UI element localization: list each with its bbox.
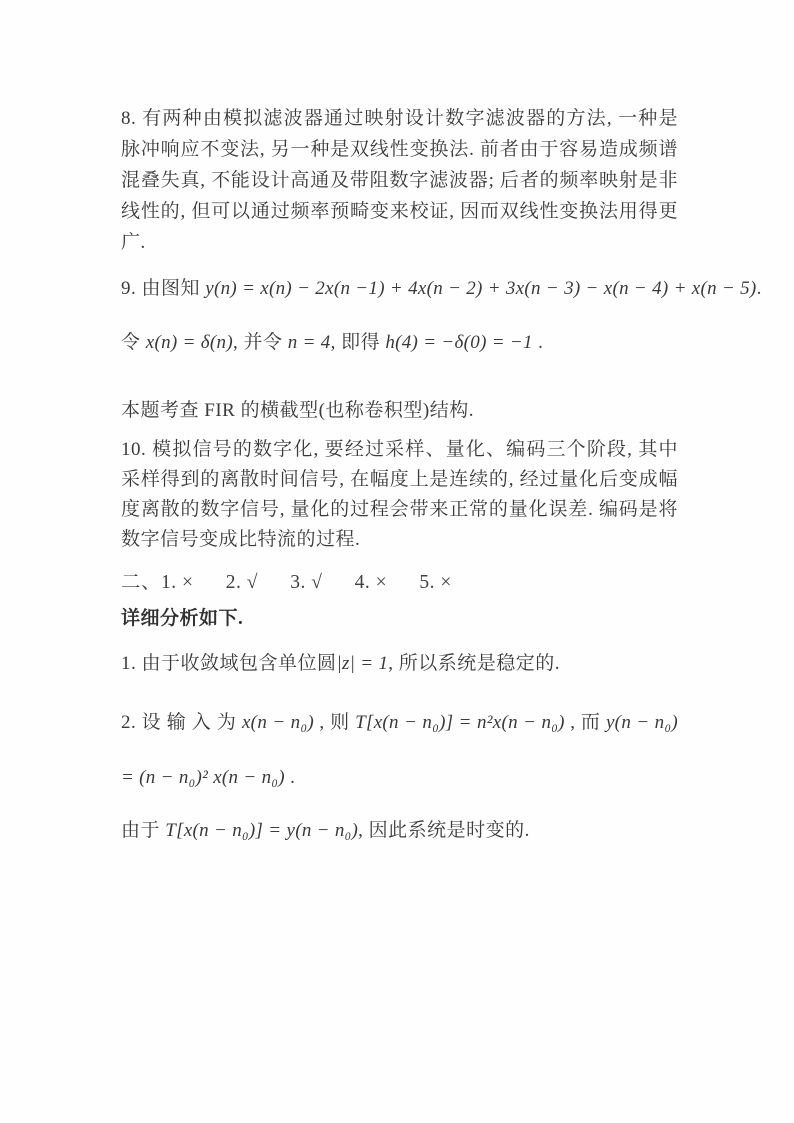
text-segment: , 而 bbox=[564, 712, 606, 733]
solution-q9-step-line bbox=[121, 326, 678, 360]
text-segment: 2. 设 输 入 为 bbox=[121, 712, 242, 733]
text-segment: , 所以系统是稳定的. bbox=[388, 653, 561, 674]
detail-item-3 bbox=[121, 814, 678, 848]
text-segment: 9. 由图知 bbox=[121, 278, 206, 299]
text-segment: . bbox=[532, 332, 544, 353]
math-formula: n = 4 bbox=[287, 332, 331, 353]
math-formula: y(n) = x(n) − 2x(n −1) + 4x(n − 2) + 3x(n − 3) − x(n − 4) + x(n − 5) bbox=[205, 278, 757, 299]
detail-item-2-line2 bbox=[121, 761, 678, 795]
text-segment: 令 bbox=[121, 332, 146, 353]
text-segment: , 则 bbox=[314, 712, 356, 733]
text-segment: 1. 由于收敛域包含单位圆 bbox=[121, 653, 337, 674]
solution-q9-note: 本题考查 FIR 的横截型(也称卷积型)结构. bbox=[121, 400, 474, 421]
text-segment: . bbox=[284, 767, 296, 788]
solution-q10-paragraph: 10. 模拟信号的数字化, 要经过采样、量化、编码三个阶段, 其中采样得到的离散时间信号, 在幅度上是连续的, 经过量化后变成幅度离散的数字信号, 量化的过程会带来正常的量化误差. 编码是将数字信号变成比特流的过程. bbox=[121, 439, 678, 550]
detail-item-1 bbox=[121, 648, 678, 680]
math-formula: |z| = 1 bbox=[336, 653, 389, 674]
document-content bbox=[121, 0, 762, 848]
solution-q8-paragraph: 8. 有两种由模拟滤波器通过映射设计数字滤波器的方法, 一种是脉冲响应不变法, 另一种是双线性变换法. 前者由于容易造成频谱混叠失真, 不能设计高通及带阻数字滤波器; 后者的频率映射是非线性的, 但可以通过频率预畸变来校证, 因而双线性变换法用得更广. bbox=[121, 108, 678, 253]
math-formula: = (n − n₀)² x(n − n₀) bbox=[121, 767, 285, 788]
math-formula: T[x(n − n₀)] = n²x(n − n₀) bbox=[355, 712, 565, 733]
text-segment: , 并令 bbox=[232, 332, 288, 353]
text-segment: 由于 bbox=[121, 820, 166, 841]
detail-item-2-line1 bbox=[121, 706, 678, 740]
text-segment: . bbox=[756, 278, 762, 299]
solution-q9-formula-line bbox=[121, 272, 762, 306]
math-formula: x(n) = δ(n) bbox=[145, 332, 233, 353]
section2-answers-line: 二、1. × 2. √ 3. √ 4. × 5. × bbox=[121, 572, 452, 593]
text-segment: , 因此系统是时变的. bbox=[358, 820, 530, 841]
text-segment: , 即得 bbox=[330, 332, 386, 353]
math-formula: T[x(n − n₀)] = y(n − n₀) bbox=[165, 820, 359, 841]
math-formula: x(n − n₀) bbox=[241, 712, 314, 733]
math-formula: y(n − n₀) bbox=[605, 712, 678, 733]
detail-analysis-heading: 详细分析如下. bbox=[121, 608, 244, 629]
math-formula: h(4) = −δ(0) = −1 bbox=[385, 332, 533, 353]
